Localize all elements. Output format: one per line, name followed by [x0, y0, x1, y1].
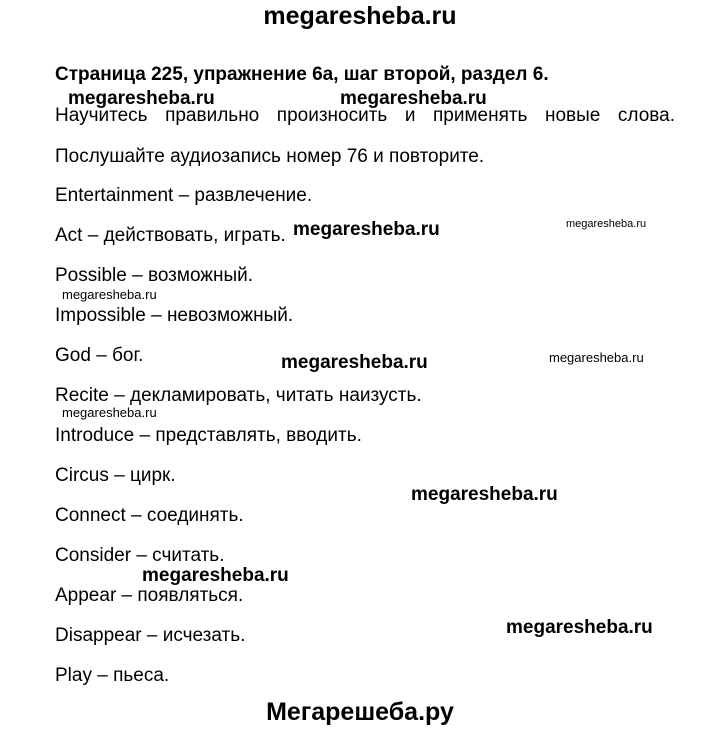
- word-entry: Possible – возможный.: [55, 265, 254, 286]
- word-entry: Recite – декламировать, читать наизусть.: [55, 385, 422, 406]
- instruction-text: Послушайте аудиозапись номер 76 и повторите.: [55, 146, 485, 167]
- word-entry: Act – действовать, играть.: [55, 225, 286, 246]
- watermark: megaresheba.ru: [293, 219, 440, 240]
- word-entry: God – бог.: [55, 345, 144, 366]
- watermark: megaresheba.ru: [549, 350, 644, 365]
- watermark: megaresheba.ru: [62, 405, 157, 420]
- word-entry: Consider – считать.: [55, 545, 225, 566]
- watermark: megaresheba.ru: [411, 484, 558, 505]
- watermark: megaresheba.ru: [68, 88, 215, 109]
- site-header: megaresheba.ru: [263, 2, 457, 30]
- word-entry: Impossible – невозможный.: [55, 305, 294, 326]
- intro-text: Научитесь правильно произносить и применять новые слова.: [55, 105, 675, 126]
- site-footer: Мегарешеба.ру: [266, 698, 454, 726]
- watermark: megaresheba.ru: [566, 218, 647, 230]
- word-entry: Appear – появляться.: [55, 585, 244, 606]
- word-entry: Circus – цирк.: [55, 465, 176, 486]
- watermark: megaresheba.ru: [142, 565, 289, 586]
- watermark: megaresheba.ru: [340, 88, 487, 109]
- word-entry: Introduce – представлять, вводить.: [55, 425, 362, 446]
- watermark: megaresheba.ru: [62, 287, 157, 302]
- page-heading: Страница 225, упражнение 6а, шаг второй, раздел 6.: [55, 64, 549, 85]
- word-entry: Entertainment – развлечение.: [55, 185, 313, 206]
- word-entry: Play – пьеса.: [55, 665, 170, 686]
- word-entry: Disappear – исчезать.: [55, 625, 246, 646]
- word-entry: Connect – соединять.: [55, 505, 244, 526]
- watermark: megaresheba.ru: [506, 617, 653, 638]
- watermark: megaresheba.ru: [281, 352, 428, 373]
